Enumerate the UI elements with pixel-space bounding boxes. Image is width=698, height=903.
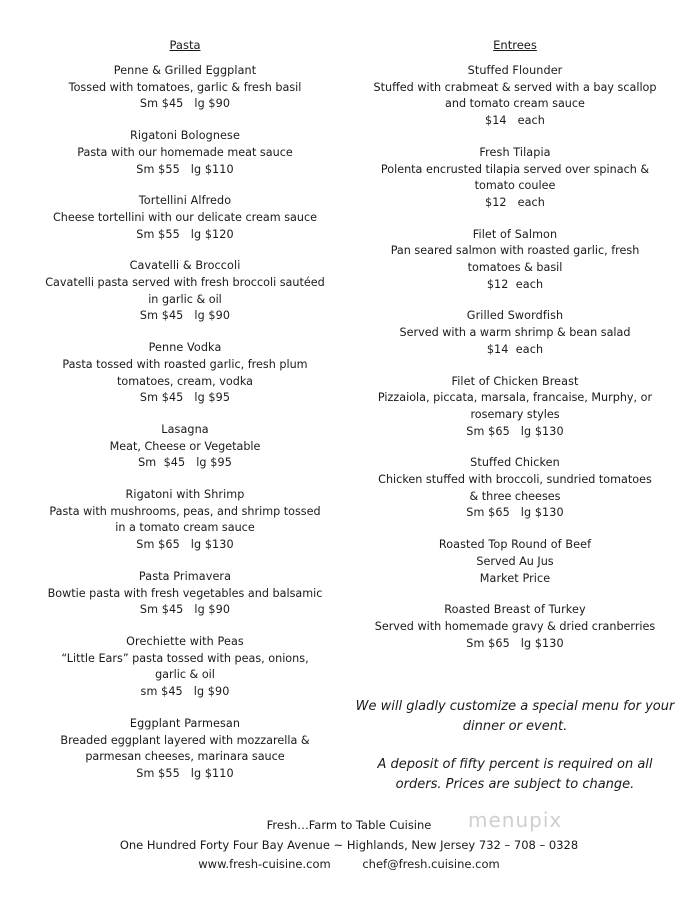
item-price: Sm $45 lg $90	[139, 309, 231, 323]
menupix-watermark: menupix	[468, 808, 563, 832]
entree-items	[360, 63, 670, 652]
item-description: Polenta encrusted tilapia served over spinach &	[380, 162, 650, 176]
item-name: Grilled Swordfish	[466, 309, 564, 323]
pasta-menu-item	[30, 193, 340, 243]
item-description: tomatoes & basil	[467, 261, 563, 275]
item-description: in garlic & oil	[148, 292, 222, 306]
item-description: Tossed with tomatoes, garlic & fresh basil	[68, 80, 302, 94]
item-name: Roasted Breast of Turkey	[444, 603, 586, 617]
item-description: Served with homemade gravy & dried cranberries	[374, 619, 656, 633]
item-price: Sm $65 lg $130	[466, 424, 564, 438]
item-name: Stuffed Flounder	[467, 64, 563, 77]
item-description: Stuffed with crabmeat & served with a bay scallop	[373, 80, 657, 94]
item-description: Breaded eggplant layered with mozzarella &	[60, 733, 310, 747]
entrees-menu-item	[360, 537, 670, 587]
pasta-menu-item	[30, 716, 340, 783]
item-name: Stuffed Chicken	[470, 456, 560, 470]
item-name: Lasagna	[161, 422, 209, 436]
item-description: Pasta with our homemade meat sauce	[77, 145, 293, 159]
item-price: Sm $45 lg $90	[139, 603, 231, 617]
entrees-menu-item	[360, 374, 670, 441]
item-description: garlic & oil	[155, 668, 215, 682]
item-description: Served with a warm shrimp & bean salad	[399, 326, 631, 340]
customize-note: We will gladly customize a special menu for your dinner or event.	[355, 699, 675, 734]
item-description: Served Au Jus	[476, 554, 554, 568]
item-name: Orechiette with Peas	[126, 634, 244, 648]
item-name: Rigatoni Bolognese	[130, 129, 240, 143]
item-description: tomato coulee	[474, 179, 556, 193]
item-price: Market Price	[479, 571, 551, 585]
pasta-menu-item	[30, 422, 340, 472]
item-name: Tortellini Alfredo	[138, 194, 232, 208]
deposit-note: A deposit of fifty percent is required on all orders. Prices are subject to change.	[377, 757, 653, 792]
item-name: Pasta Primavera	[138, 569, 232, 583]
item-description: Pasta with mushrooms, peas, and shrimp tossed	[49, 504, 321, 518]
item-price: sm $45 lg $90	[140, 685, 230, 699]
pasta-menu-item	[30, 487, 340, 554]
pasta-menu-item	[30, 63, 340, 113]
item-description: and tomato cream sauce	[445, 97, 585, 111]
item-description: Pan seared salmon with roasted garlic, fresh	[390, 244, 640, 258]
item-price: $14 each	[486, 342, 544, 356]
pasta-menu-item	[30, 340, 340, 407]
item-name: Cavatelli & Broccoli	[129, 259, 241, 273]
footer-contact	[0, 856, 698, 873]
pasta-menu-item	[30, 634, 340, 701]
item-price: Sm $45 lg $95	[138, 456, 232, 470]
pasta-items	[30, 63, 340, 783]
item-description: tomatoes, cream, vodka	[117, 374, 253, 388]
item-price: Sm $65 lg $130	[466, 636, 564, 650]
pasta-heading: Pasta	[169, 38, 201, 52]
footer-address: One Hundred Forty Four Bay Avenue ~ Highlands, New Jersey 732 – 708 – 0328	[119, 838, 579, 852]
item-name: Filet of Chicken Breast	[451, 374, 579, 388]
item-description: Pizzaiola, piccata, marsala, francaise, Murphy, or	[377, 391, 653, 405]
item-price: Sm $55 lg $110	[136, 162, 234, 176]
item-price: Sm $45 lg $95	[139, 391, 231, 405]
item-name: Penne & Grilled Eggplant	[113, 64, 257, 77]
item-name: Filet of Salmon	[472, 227, 558, 241]
item-price: $14 each	[484, 114, 545, 128]
item-description: “Little Ears” pasta tossed with peas, onions,	[61, 651, 309, 665]
item-description: Bowtie pasta with fresh vegetables and balsamic	[47, 586, 323, 600]
item-description: rosemary styles	[470, 407, 560, 421]
pasta-column	[30, 38, 340, 798]
entrees-menu-item	[360, 227, 670, 294]
item-description: in a tomato cream sauce	[115, 521, 255, 535]
footer-tagline: Fresh…Farm to Table Cuisine	[266, 818, 432, 832]
entrees-menu-item	[360, 308, 670, 358]
entrees-heading: Entrees	[493, 38, 537, 52]
item-name: Roasted Top Round of Beef	[438, 538, 592, 552]
pasta-menu-item	[30, 128, 340, 178]
item-price: Sm $65 lg $130	[466, 506, 564, 520]
item-description: Cavatelli pasta served with fresh broccoli sautéed	[45, 276, 325, 290]
pasta-menu-item	[30, 569, 340, 619]
item-description: & three cheeses	[469, 489, 561, 503]
item-name: Eggplant Parmesan	[129, 716, 241, 730]
item-description: Cheese tortellini with our delicate cream sauce	[52, 210, 318, 224]
footer-website-link[interactable]: www.fresh-cuisine.com	[198, 857, 331, 871]
item-price: Sm $45 lg $90	[139, 97, 231, 111]
item-name: Penne Vodka	[148, 341, 222, 355]
item-name: Fresh Tilapia	[479, 145, 551, 159]
item-price: $12 each	[486, 277, 544, 291]
entrees-menu-item	[360, 145, 670, 212]
item-description: Chicken stuffed with broccoli, sundried tomatoes	[378, 473, 652, 487]
item-name: Rigatoni with Shrimp	[125, 488, 245, 502]
item-description: Pasta tossed with roasted garlic, fresh plum	[62, 357, 308, 371]
item-price: $12 each	[484, 195, 545, 209]
entrees-menu-item	[360, 63, 670, 130]
item-price: Sm $65 lg $130	[136, 538, 234, 552]
item-price: Sm $55 lg $110	[136, 766, 234, 780]
item-description: Meat, Cheese or Vegetable	[109, 439, 261, 453]
item-price: Sm $55 lg $120	[136, 227, 234, 241]
footer-email-link[interactable]: chef@fresh.cuisine.com	[362, 857, 500, 871]
entrees-menu-item	[360, 455, 670, 522]
entrees-column	[360, 38, 670, 667]
pasta-menu-item	[30, 258, 340, 325]
item-description: parmesan cheeses, marinara sauce	[85, 750, 285, 764]
entrees-menu-item	[360, 602, 670, 652]
